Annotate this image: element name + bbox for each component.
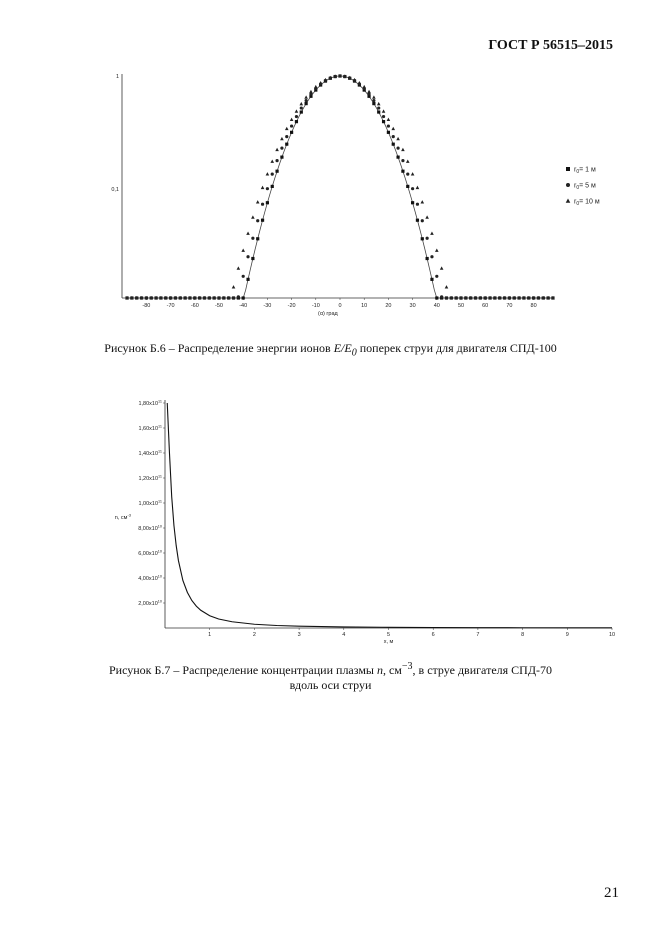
point-square-28: [261, 219, 264, 222]
x-tick-label-13: 50: [457, 303, 465, 309]
point-square-31: [275, 170, 278, 173]
caption-b6-ratio: $E/E_0$: [333, 341, 357, 359]
point-circle-36: [300, 106, 303, 109]
y-tick-label-1: 0,1: [111, 187, 119, 193]
point-triangle-29: [266, 172, 270, 175]
x-tick-label-15: 70: [506, 303, 513, 309]
point-triangle-36: [299, 102, 303, 105]
point-triangle-31: [275, 148, 279, 151]
x-tick-label-3: -50: [215, 303, 223, 309]
point-triangle-51: [372, 95, 376, 98]
point-square-58: [406, 185, 409, 188]
point-circle-30: [271, 173, 274, 176]
point-triangle-34: [290, 118, 294, 121]
y-tick-label-8: $1,80x10^{11}$: [138, 399, 162, 407]
point-circle-61: [421, 219, 424, 222]
x-tick-label-2: 3: [297, 632, 301, 638]
point-triangle-39: [314, 85, 318, 88]
x-tick-label-4: 5: [386, 632, 391, 638]
point-circle-24: [242, 275, 245, 278]
x-tick-label-7: -10: [311, 303, 320, 309]
point-square-34: [290, 131, 293, 134]
point-square-24: [242, 296, 245, 299]
point-triangle-25: [246, 231, 250, 234]
point-circle-57: [401, 159, 404, 162]
x-axis-label: x, м: [383, 639, 394, 645]
legend-marker-0: [566, 167, 570, 171]
legend-marker-2: [566, 199, 571, 203]
point-circle-31: [275, 159, 278, 162]
x-tick-label-5: 6: [431, 632, 435, 638]
x-tick-label-5: -30: [263, 303, 272, 309]
point-circle-34: [290, 124, 293, 127]
point-square-37: [305, 102, 308, 105]
point-circle-26: [251, 237, 254, 240]
point-square-36: [300, 110, 303, 113]
point-circle-56: [396, 147, 399, 150]
y-tick-label-5: $1,20x10^{11}$: [138, 474, 162, 482]
x-tick-label-2: -60: [190, 303, 199, 309]
x-tick-label-4: -40: [239, 303, 248, 309]
point-triangle-57: [401, 148, 405, 151]
point-triangle-55: [391, 127, 395, 130]
x-axis-label: (α) град: [318, 311, 338, 317]
point-triangle-35: [295, 109, 299, 112]
point-circle-37: [305, 99, 308, 102]
point-triangle-30: [270, 160, 274, 163]
legend-label-2: $r_0= 10$ м: [574, 198, 600, 207]
x-tick-label-11: 30: [409, 303, 416, 309]
series-2: [125, 74, 555, 299]
point-square-51: [372, 102, 375, 105]
point-triangle-50: [367, 90, 371, 93]
point-square-29: [266, 201, 269, 204]
point-triangle-22: [232, 285, 236, 288]
ion-energy-chart: [0, 66, 661, 322]
point-triangle-28: [261, 186, 265, 189]
y-tick-label-4: $1,00x10^{11}$: [138, 499, 162, 507]
x-tick-label-9: 10: [608, 632, 616, 638]
point-triangle-62: [425, 215, 429, 218]
point-square-56: [396, 156, 399, 159]
point-square-62: [426, 257, 429, 260]
point-circle-59: [411, 187, 414, 190]
point-triangle-53: [382, 109, 386, 112]
caption-b7-line2: вдоль оси струи: [289, 678, 372, 692]
point-square-53: [382, 120, 385, 123]
point-triangle-26: [251, 215, 255, 218]
point-circle-58: [406, 173, 409, 176]
x-tick-label-16: 80: [530, 303, 537, 309]
point-triangle-66: [445, 285, 449, 288]
point-circle-66: [445, 296, 448, 299]
point-circle-53: [382, 115, 385, 118]
figure-b7-caption: [0, 659, 661, 693]
point-triangle-24: [241, 248, 245, 251]
point-circle-27: [256, 219, 259, 222]
x-tick-label-8: 0: [338, 303, 342, 309]
y-tick-label-3: $8,00x10^{10}$: [138, 524, 162, 532]
legend-label-0: $r_0= 1$ м: [574, 166, 596, 175]
point-circle-25: [246, 255, 249, 258]
point-triangle-27: [256, 200, 260, 203]
concentration-line: [167, 403, 612, 628]
point-square-59: [411, 201, 414, 204]
series-1: [125, 74, 554, 299]
point-square-64: [435, 296, 438, 299]
point-triangle-61: [420, 200, 424, 203]
x-tick-label-3: 4: [342, 632, 346, 638]
x-tick-label-12: 40: [433, 303, 440, 309]
point-circle-54: [387, 124, 390, 127]
point-triangle-37: [304, 95, 308, 98]
point-square-54: [387, 131, 390, 134]
y-tick-label-1: $4,00x10^{10}$: [138, 574, 162, 582]
point-square-57: [401, 170, 404, 173]
point-triangle-32: [280, 137, 284, 140]
y-tick-label-7: $1,60x10^{11}$: [138, 424, 162, 432]
point-triangle-33: [285, 127, 289, 130]
point-square-32: [280, 156, 283, 159]
point-circle-28: [261, 203, 264, 206]
document-id: ГОСТ Р 56515–2015: [488, 38, 613, 53]
point-circle-62: [426, 237, 429, 240]
point-square-30: [271, 185, 274, 188]
point-circle-63: [430, 255, 433, 258]
caption-b6-text-2: поперек струи для двигателя СПД-100: [356, 341, 557, 355]
x-tick-label-0: 1: [208, 632, 212, 638]
point-square-60: [416, 219, 419, 222]
x-tick-label-10: 20: [385, 303, 392, 309]
point-circle-35: [295, 115, 298, 118]
x-tick-label-6: -20: [287, 303, 296, 309]
point-square-61: [421, 237, 424, 240]
y-tick-label-0: 1: [115, 74, 119, 80]
point-square-33: [285, 143, 288, 146]
point-triangle-23: [237, 266, 241, 269]
series-0: [125, 74, 554, 299]
x-tick-label-9: 10: [361, 303, 368, 309]
point-triangle-48: [358, 81, 362, 84]
point-circle-33: [285, 135, 288, 138]
point-triangle-59: [411, 172, 415, 175]
point-triangle-40: [319, 81, 323, 84]
x-tick-label-1: 2: [252, 632, 256, 638]
point-square-52: [377, 110, 380, 113]
point-triangle-60: [416, 186, 420, 189]
point-triangle-52: [377, 102, 381, 105]
point-triangle-65: [440, 266, 444, 269]
point-square-35: [295, 120, 298, 123]
point-square-26: [251, 257, 254, 260]
point-circle-52: [377, 106, 380, 109]
figure-b6-caption: [0, 341, 661, 360]
point-circle-51: [372, 99, 375, 102]
point-triangle-56: [396, 137, 400, 140]
x-tick-label-14: 60: [482, 303, 489, 309]
point-triangle-63: [430, 231, 434, 234]
y-tick-label-2: $6,00x10^{10}$: [138, 549, 162, 557]
point-square-63: [430, 278, 433, 281]
legend-marker-1: [566, 183, 570, 187]
page-number: 21: [604, 885, 619, 901]
x-tick-label-6: 7: [476, 632, 480, 638]
y-tick-label-0: $2,00x10^{10}$: [138, 599, 162, 607]
point-triangle-64: [435, 248, 439, 251]
y-axis-label: n, $см^{-3}$: [114, 512, 131, 521]
point-circle-55: [392, 135, 395, 138]
point-triangle-58: [406, 160, 410, 163]
caption-b6-ratio-sub: 0: [351, 347, 357, 359]
point-triangle-38: [309, 90, 313, 93]
legend-label-1: $r_0= 5$ м: [574, 182, 596, 191]
x-tick-label-0: -80: [142, 303, 151, 309]
point-triangle-54: [387, 118, 391, 121]
point-circle-65: [440, 295, 443, 298]
y-tick-label-6: $1,40x10^{11}$: [138, 449, 162, 457]
plasma-concentration-chart: [0, 392, 661, 648]
x-tick-label-7: 8: [521, 632, 525, 638]
x-tick-label-8: 9: [565, 632, 569, 638]
point-circle-23: [237, 295, 240, 298]
point-circle-29: [266, 187, 269, 190]
fit-curve: [127, 76, 553, 298]
point-circle-64: [435, 275, 438, 278]
point-circle-22: [232, 296, 235, 299]
point-triangle-49: [362, 85, 366, 88]
point-circle-60: [416, 203, 419, 206]
point-circle-32: [280, 147, 283, 150]
point-square-27: [256, 237, 259, 240]
point-square-55: [392, 143, 395, 146]
caption-b7-line1: Рисунок Б.7 – Распределение концентрации плазмы n, $см^{-3}$, в струе двигателя СПД-70: [108, 661, 552, 677]
caption-b6-text-1: Рисунок Б.6 – Распределение энергии ионов: [104, 341, 334, 355]
point-square-25: [246, 278, 249, 281]
x-tick-label-1: -70: [166, 303, 175, 309]
